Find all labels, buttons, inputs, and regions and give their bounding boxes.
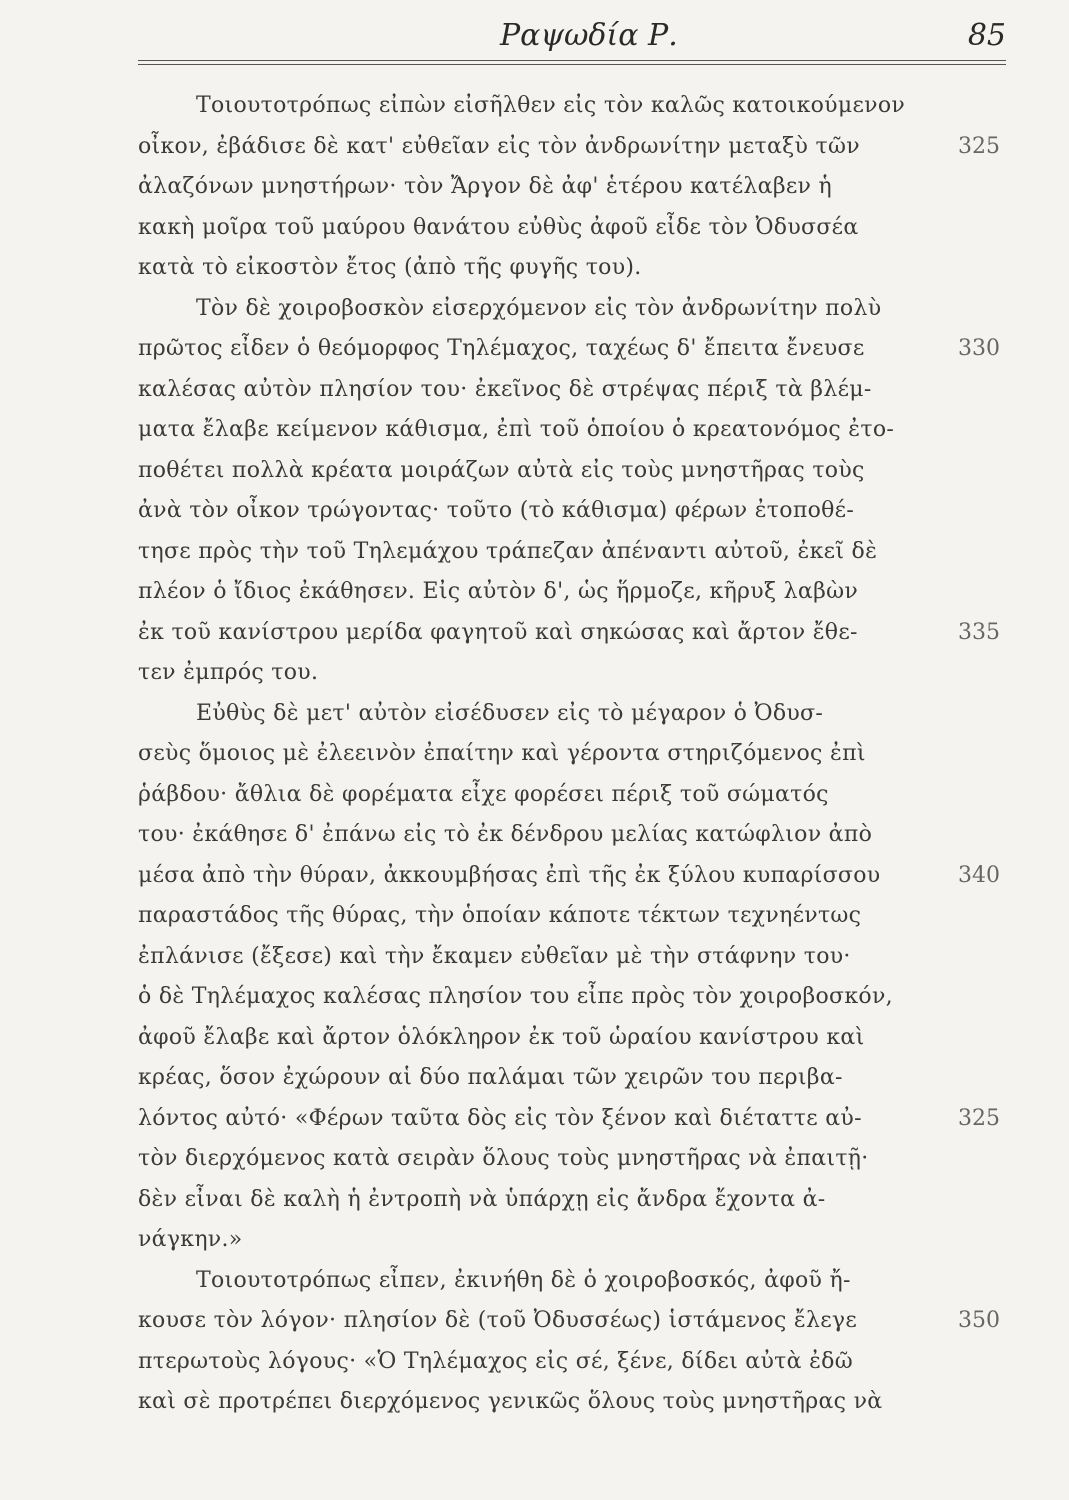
page-number: 85 <box>967 18 1006 53</box>
text-line: κακὴ μοῖρα τοῦ μαύρου θανάτου εὐθὺς ἀφοῦ εἶδε τὸν Ὀδυσσέα <box>138 214 859 240</box>
text-line: ἀφοῦ ἔλαβε καὶ ἄρτον ὁλόκληρον ἐκ τοῦ ὡραίου κανίστρου καὶ <box>138 1024 865 1050</box>
text-line: πλέον ὁ ἴδιος ἐκάθησεν. Εἰς αὐτὸν δ', ὡς ἥρμοζε, κῆρυξ λαβὼν <box>138 579 859 604</box>
text-line: πρῶτος εἶδεν ὁ θεόμορφος Τηλέμαχος, ταχέως δ' ἔπειτα ἔνευσε <box>138 336 865 361</box>
text-line: ὁ δὲ Τηλέμαχος καλέσας πλησίον του εἶπε πρὸς τὸν χοιροβοσκόν, <box>138 984 893 1009</box>
text-line: τεν ἐμπρός του. <box>138 660 319 685</box>
text-line: Τὸν δὲ χοιροβοσκὸν εἰσερχόμενον εἰς τὸν ἀνδρωνίτην πολὺ <box>196 295 882 321</box>
text-line: τησε πρὸς τὴν τοῦ Τηλεμάχου τράπεζαν ἀπέναντι αὐτοῦ, ἐκεῖ δὲ <box>138 538 878 564</box>
text-line: παραστάδος τῆς θύρας, τὴν ὁποίαν κάποτε τέκτων τεχνηέντως <box>138 903 862 928</box>
text-line: ἐπλάνισε (ἔξεσε) καὶ τὴν ἔκαμεν εὐθεῖαν μὲ τὴν στάφνην του· <box>138 943 851 969</box>
text-line: του· ἐκάθησε δ' ἐπάνω εἰς τὸ ἐκ δένδρου μελίας κατώφλιον ἀπὸ <box>138 822 873 847</box>
text-line: Εὐθὺς δὲ μετ' αὐτὸν εἰσέδυσεν εἰς τὸ μέγαρον ὁ Ὀδυσ- <box>196 700 824 726</box>
text-line: κρέας, ὅσον ἐχώρουν αἱ δύο παλάμαι τῶν χειρῶν του περιβα- <box>138 1065 843 1090</box>
page-header <box>138 18 1006 58</box>
text-line: τὸν διερχόμενος κατὰ σειρὰν ὅλους τοὺς μνηστῆρας νὰ ἐπαιτῇ· <box>138 1146 869 1171</box>
text-line: κουσε τὸν λόγον· πλησίον δὲ (τοῦ Ὀδυσσέως) ἱστάμενος ἔλεγε <box>138 1308 858 1333</box>
text-line: Τοιουτοτρόπως εἶπεν, ἐκινήθη δὲ ὁ χοιροβοσκός, ἀφοῦ ἤ- <box>196 1267 851 1293</box>
text-line: κατὰ τὸ εἰκοστὸν ἔτος (ἀπὸ τῆς φυγῆς του). <box>138 255 642 280</box>
verse-number: 330 <box>958 336 1000 361</box>
verse-number: 325 <box>958 133 1000 159</box>
verse-number: 350 <box>958 1308 1000 1333</box>
text-line: νάγκην.» <box>138 1227 243 1252</box>
text-line: ἐκ τοῦ κανίστρου μερίδα φαγητοῦ καὶ σηκώσας καὶ ἄρτον ἔθε- <box>138 619 858 645</box>
text-line: δὲν εἶναι δὲ καλὴ ἡ ἐντροπὴ νὰ ὑπάρχῃ εἰς ἄνδρα ἔχοντα ἀ- <box>138 1186 826 1212</box>
text-line: καλέσας αὐτὸν πλησίον του· ἐκεῖνος δὲ στρέψας πέριξ τὰ βλέμ- <box>138 376 872 402</box>
verse-number: 325 <box>958 1105 1000 1131</box>
text-line: ἀνὰ τὸν οἶκον τρώγοντας· τοῦτο (τὸ κάθισμα) φέρων ἐτοποθέ- <box>138 498 855 523</box>
text-line: καὶ σὲ προτρέπει διερχόμενος γενικῶς ὅλους τοὺς μνηστῆρας νὰ <box>138 1389 883 1414</box>
text-line: ποθέτει πολλὰ κρέατα μοιράζων αὐτὰ εἰς τοὺς μνηστῆρας τοὺς <box>138 457 865 483</box>
text-line: ἀλαζόνων μνηστήρων· τὸν Ἄργον δὲ ἀφ' ἑτέρου κατέλαβεν ἡ <box>138 174 832 199</box>
text-line: σεὺς ὅμοιος μὲ ἐλεεινὸν ἐπαίτην καὶ γέροντα στηριζόμενος ἐπὶ <box>138 741 866 766</box>
text-line: ματα ἔλαβε κείμενον κάθισμα, ἐπὶ τοῦ ὁποίου ὁ κρεατονόμος ἐτο- <box>138 417 895 442</box>
text-line: λόντος αὐτό· «Φέρων ταῦτα δὸς εἰς τὸν ξένον καὶ διέταττε αὐ- <box>138 1105 862 1131</box>
text-line: Τοιουτοτρόπως εἰπὼν εἰσῆλθεν εἰς τὸν καλῶς κατοικούμενον <box>196 93 906 118</box>
header-rule <box>138 64 1006 65</box>
text-line: ῥάβδου· ἄθλια δὲ φορέματα εἶχε φορέσει πέριξ τοῦ σώματός <box>138 781 829 807</box>
text-line: μέσα ἀπὸ τὴν θύραν, ἀκκουμβήσας ἐπὶ τῆς ἐκ ξύλου κυπαρίσσου <box>138 862 881 888</box>
verse-number: 340 <box>958 862 1000 888</box>
header-rule <box>138 60 1006 61</box>
text-line: πτερωτοὺς λόγους· «Ὁ Τηλέμαχος εἰς σέ, ξένε, δίδει αὐτὰ ἐδῶ <box>138 1348 853 1374</box>
body-text <box>138 86 938 1423</box>
text-line: οἶκον, ἐβάδισε δὲ κατ' εὐθεῖαν εἰς τὸν ἀνδρωνίτην μεταξὺ τῶν <box>138 133 860 159</box>
running-title: Ραψωδία Ρ. <box>500 18 678 53</box>
verse-number: 335 <box>958 619 1000 645</box>
